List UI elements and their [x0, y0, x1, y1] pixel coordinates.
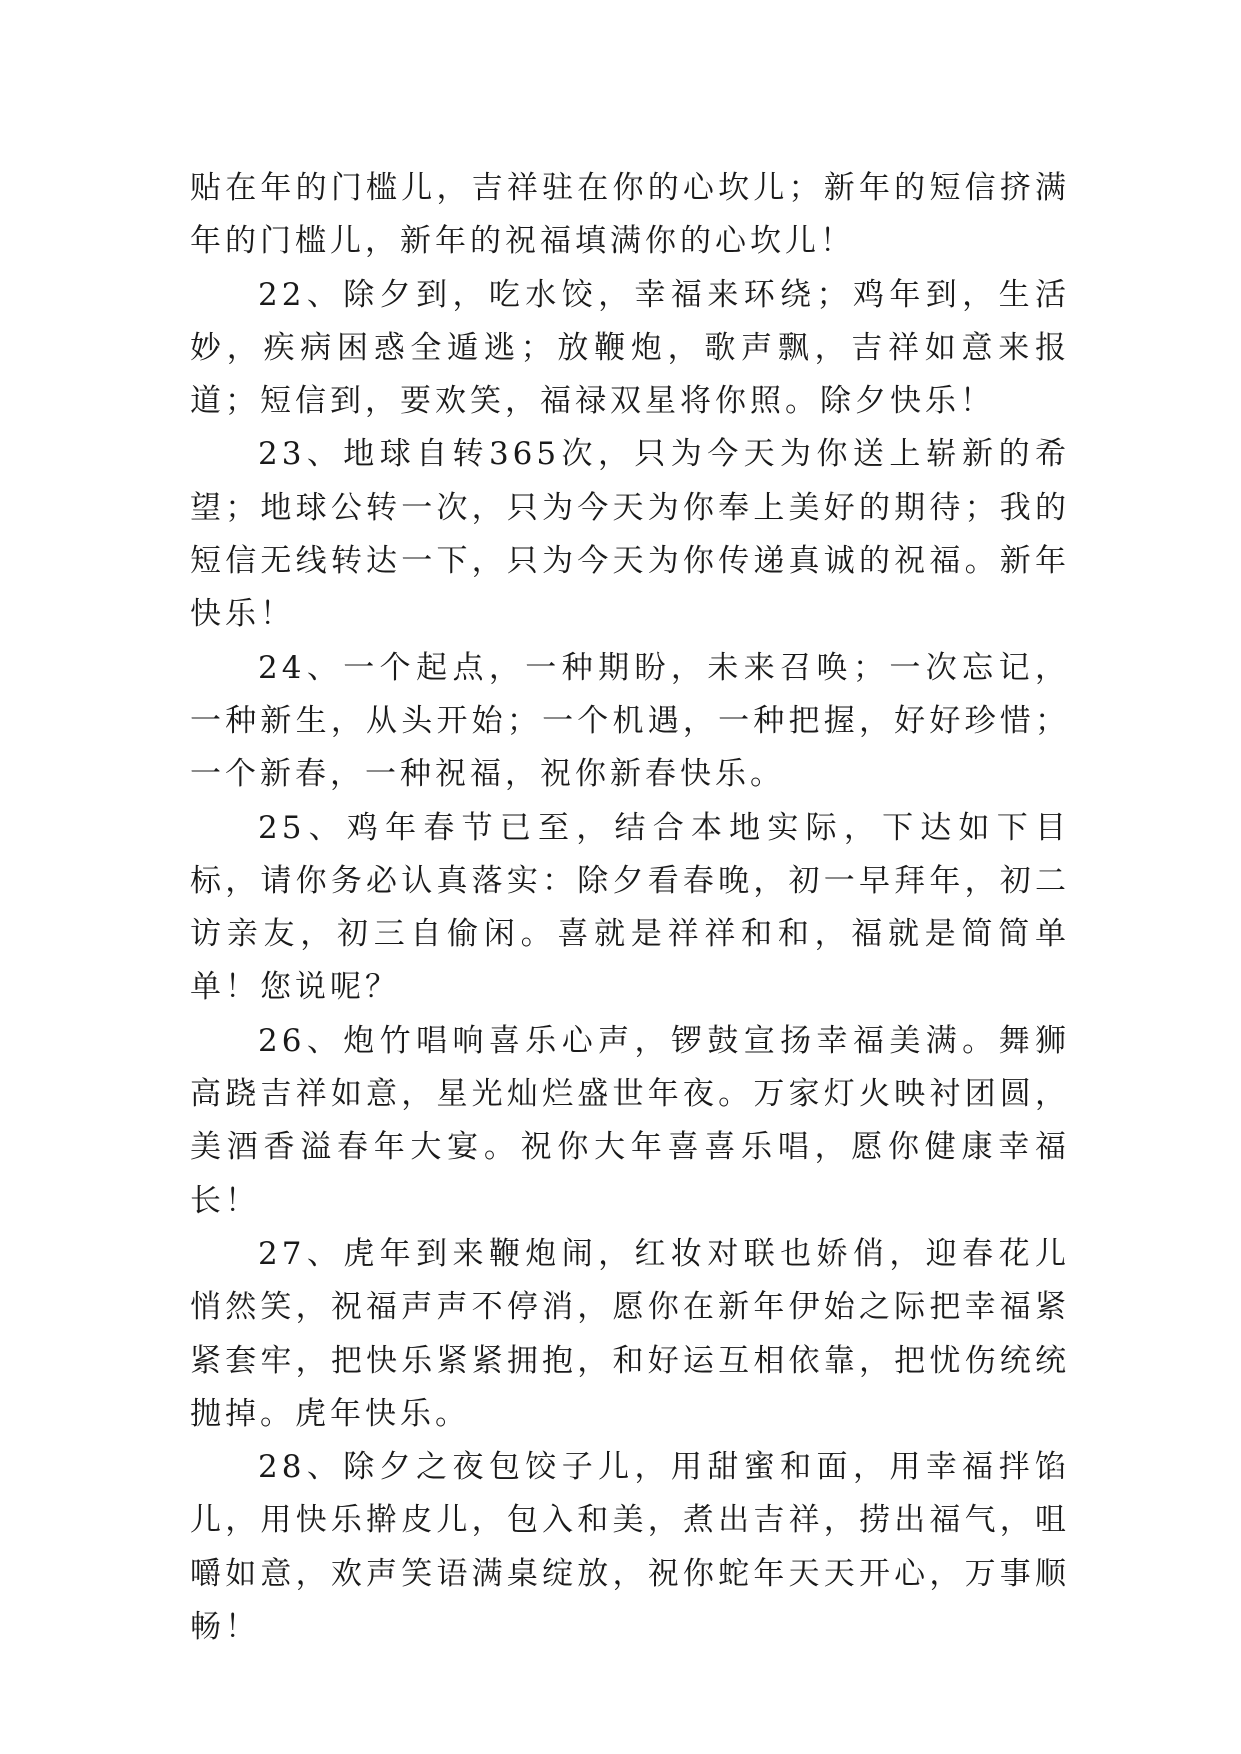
- paragraph-26: 26、炮竹唱响喜乐心声，锣鼓宣扬幸福美满。舞狮高跷吉祥如意，星光灿烂盛世年夜。万家灯火映衬团圆，美酒香溢春年大宴。祝你大年喜喜乐唱，愿你健康幸福长！: [190, 1022, 1070, 1219]
- paragraph-25: 25、鸡年春节已至，结合本地实际，下达如下目标，请你务必认真落实：除夕看春晚，初一早拜年，初二访亲友，初三自偷闲。喜就是祥祥和和，福就是简简单单！您说呢？: [190, 809, 1070, 1006]
- paragraph-27: 27、虎年到来鞭炮闹，红妆对联也娇俏，迎春花儿悄然笑，祝福声声不停消，愿你在新年伊始之际把幸福紧紧套牢，把快乐紧紧拥抱，和好运互相依靠，把忧伤统统抛掉。虎年快乐。: [190, 1235, 1070, 1432]
- paragraph-24: 24、一个起点，一种期盼，未来召唤；一次忘记，一种新生，从头开始；一个机遇，一种把握，好好珍惜；一个新春，一种祝福，祝你新春快乐。: [190, 649, 1070, 793]
- document-body: [190, 162, 1070, 1654]
- paragraph-23: 23、地球自转365次，只为今天为你送上崭新的希望；地球公转一次，只为今天为你奉上美好的期待；我的短信无线转达一下，只为今天为你传递真诚的祝福。新年快乐！: [190, 436, 1070, 633]
- paragraph-28: 28、除夕之夜包饺子儿，用甜蜜和面，用幸福拌馅儿，用快乐擀皮儿，包入和美，煮出吉祥，捞出福气，咀嚼如意，欢声笑语满桌绽放，祝你蛇年天天开心，万事顺畅！: [190, 1449, 1070, 1646]
- paragraph-continued: 贴在年的门槛儿，吉祥驻在你的心坎儿；新年的短信挤满年的门槛儿，新年的祝福填满你的心坎儿！: [190, 170, 1070, 260]
- paragraph-22: 22、除夕到，吃水饺，幸福来环绕；鸡年到，生活妙，疾病困惑全遁逃；放鞭炮，歌声飘，吉祥如意来报道；短信到，要欢笑，福禄双星将你照。除夕快乐！: [190, 276, 1070, 420]
